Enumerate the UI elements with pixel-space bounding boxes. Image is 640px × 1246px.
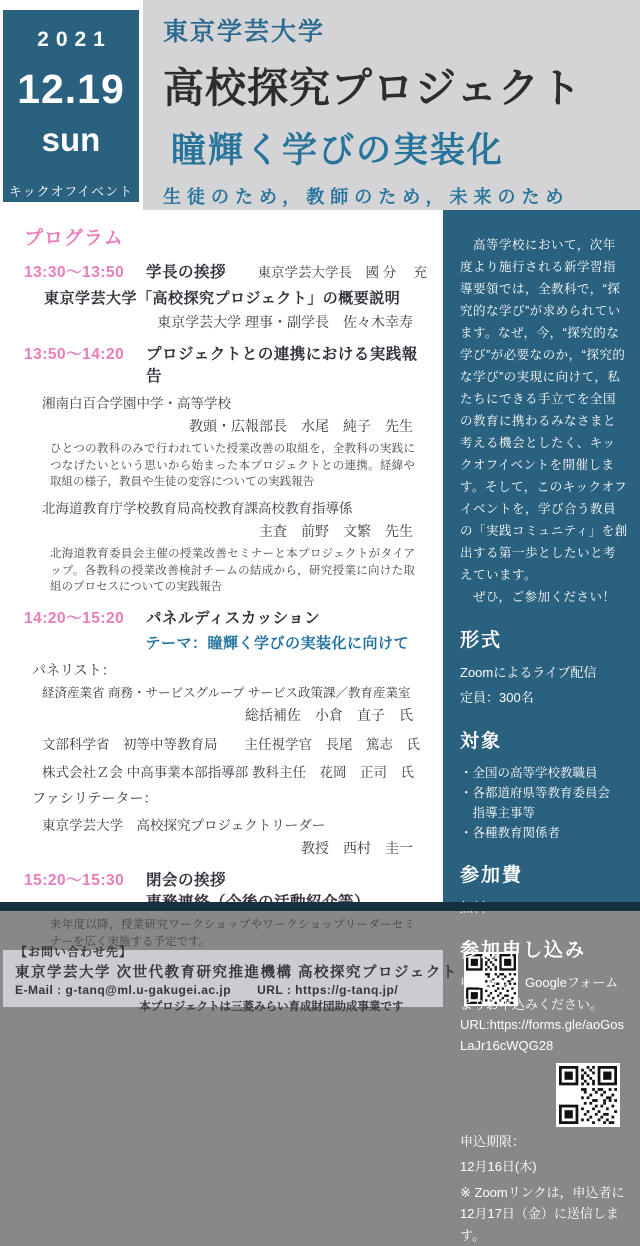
apply-qr-row: [460, 1063, 628, 1127]
closing-description: 来年度以降，授業研究ワークショップやワークショップリーダーセミナーを広く実施する予定です。: [50, 919, 415, 948]
target-item: ・全国の高等学校教職員: [460, 765, 598, 780]
university-name: 東京学芸大学: [163, 18, 326, 46]
item-title: プロジェクトとの連携における実践報告: [146, 346, 418, 385]
fee-heading: 参加費: [460, 864, 524, 886]
facilitator-label: ファシリテーター：: [32, 790, 158, 807]
panel-theme: テーマ：瞳輝く学びの実装化に向けて: [145, 635, 409, 653]
bottom-bar: [0, 902, 640, 911]
apply-form-url[interactable]: URL:https://forms.gle/aoGosLaJr16cWQG28: [460, 1017, 625, 1053]
time-slot: 14:20～15:20: [24, 610, 125, 628]
date-strip: [0, 0, 143, 210]
panelist-entry: 株式会社Ｚ会 中高事業本部指導部 教科主任 花岡 正司 氏: [42, 765, 415, 781]
date-day: 12.19: [17, 66, 125, 112]
program-column: [0, 210, 458, 1014]
event-subtitle: 瞳輝く学びの実装化: [171, 131, 505, 170]
target-heading: 対象: [460, 730, 503, 752]
event-title: 高校探究プロジェクト: [163, 65, 583, 111]
format-line: Zoomによるライブ配信: [460, 665, 597, 680]
url-label: URL :: [257, 983, 296, 998]
title-band: [143, 0, 640, 210]
funding-note: 本プロジェクトは三菱みらい育成財団助成事業です: [139, 1001, 404, 1014]
time-slot: 13:50～14:20: [24, 346, 125, 363]
email-address[interactable]: g-tanq@ml.u-gakugei.ac.jp: [65, 983, 232, 998]
facilitator-name: 教授 西村 圭一: [301, 840, 413, 857]
contact-org: 東京学芸大学 次世代教育研究推進機構 高校探究プロジェクト: [15, 965, 458, 982]
deadline-label: 申込期限：: [460, 1133, 526, 1149]
contact-box: [3, 945, 458, 1014]
program-heading: プログラム: [24, 228, 124, 249]
apply-qr-frame: [556, 1063, 620, 1127]
date-box: [3, 10, 139, 202]
report-description: ひとつの教科のみで行われていた授業改善の取組を，全教科の実践につなげたいという思いから始まった本プロジェクトとの連携。経緯や取組の様子，教員や生徒の変容についての実践報告: [50, 443, 415, 489]
project-url[interactable]: https://g-tanq.jp/: [295, 983, 399, 998]
email-label: E-Mail :: [15, 983, 66, 998]
time-slot: 13:30～13:50: [24, 264, 125, 281]
format-heading: 形式: [460, 630, 503, 651]
program-item-panel-discussion: [24, 606, 429, 858]
apply-method: 申込方法：Googleフォームよりお申込みください。: [460, 975, 619, 1012]
speaker-name: 東京学芸大学長 國 分 充: [257, 265, 427, 280]
panelist-entry: 文部科学省 初等中等教育局 主任視学官 長尾 篤志 氏: [42, 737, 420, 753]
capacity-line: 定員：300名: [460, 690, 534, 706]
program-item-opening: [24, 260, 429, 332]
school-name: 北海道教育庁学校教育局高校教育課高校教育指導係: [42, 501, 353, 517]
contact-links: [15, 983, 458, 997]
deadline-note: ※ Zoomリンクは，申込者に12月17日（金）に送信します。: [460, 1184, 625, 1243]
qr-code-icon[interactable]: [559, 1066, 617, 1124]
info-sidebar: [443, 210, 640, 1243]
contact-label: 【お問い合わせ先】: [15, 945, 133, 960]
contact-info: [15, 943, 458, 1014]
item-title: 学長の挨拶: [146, 264, 227, 281]
panelist-label: パネリスト：: [32, 662, 116, 679]
facilitator-org: 東京学芸大学 高校探究プロジェクトリーダー: [42, 818, 326, 834]
program-item-practice-reports: [24, 342, 429, 596]
panelist-name: 総括補佐 小倉 直子 氏: [245, 707, 413, 724]
event-tagline: 生徒のため，教師のため，未来のため: [163, 187, 570, 207]
item-title: パネルディスカッション: [146, 610, 321, 628]
target-item: ・各種教育関係者: [460, 825, 561, 840]
date-year: 2021: [37, 28, 112, 51]
speaker-name: 主査 前野 文繁 先生: [259, 523, 413, 540]
program-section: [0, 210, 443, 950]
target-item: ・各都道府県等教育委員会: [460, 785, 611, 800]
deadline-date: 12月16日(木): [460, 1159, 537, 1175]
intro-paragraph: 高等学校において，次年度より施行される新学習指導要領では，全教科で，“探究的な学び”が求められています。なぜ，今，“探究的な学び”が必要なのか，“探究的な学び”の実現に向けて，私たちにできる手立てを全国の教育に携わるみなさまと考える機会としたく、キックオフイベントを開催します。そして，このキックオフイベントを，学び合う教員の「実践コミュニティ」を創出する第一歩としたいと考えています。: [460, 238, 628, 582]
target-item: 指導主事等: [460, 805, 536, 820]
panelist-org: 経済産業省 商務・サービスグループ サービス政策課／教育産業室: [42, 686, 411, 701]
speaker-name: 教頭・広報部長 水尾 純子 先生: [189, 418, 413, 434]
item-title: 閉会の挨拶: [146, 872, 227, 890]
header: [0, 0, 640, 210]
report-description: 北海道教育委員会主催の授業改善セミナーと本プロジェクトがタイアップ。各教科の授業改善検討チームの結成から，研究授業に向けた取組のプロセスについての実践報告: [50, 548, 415, 594]
body: [0, 210, 640, 1243]
date-weekday: sun: [41, 121, 101, 158]
intro-cta: ぜひ，ご参加ください！: [460, 590, 616, 604]
overview-title: 東京学芸大学「高校探究プロジェクト」の概要説明: [44, 290, 401, 307]
school-name: 湘南白百合学園中学・高等学校: [42, 396, 231, 411]
date-caption: キックオフイベント: [8, 184, 134, 199]
time-slot: 15:20～15:30: [24, 872, 125, 890]
presenter-name: 東京学芸大学 理事・副学長 佐々木幸寿: [157, 314, 413, 330]
apply-heading: 参加申し込み: [460, 940, 587, 962]
